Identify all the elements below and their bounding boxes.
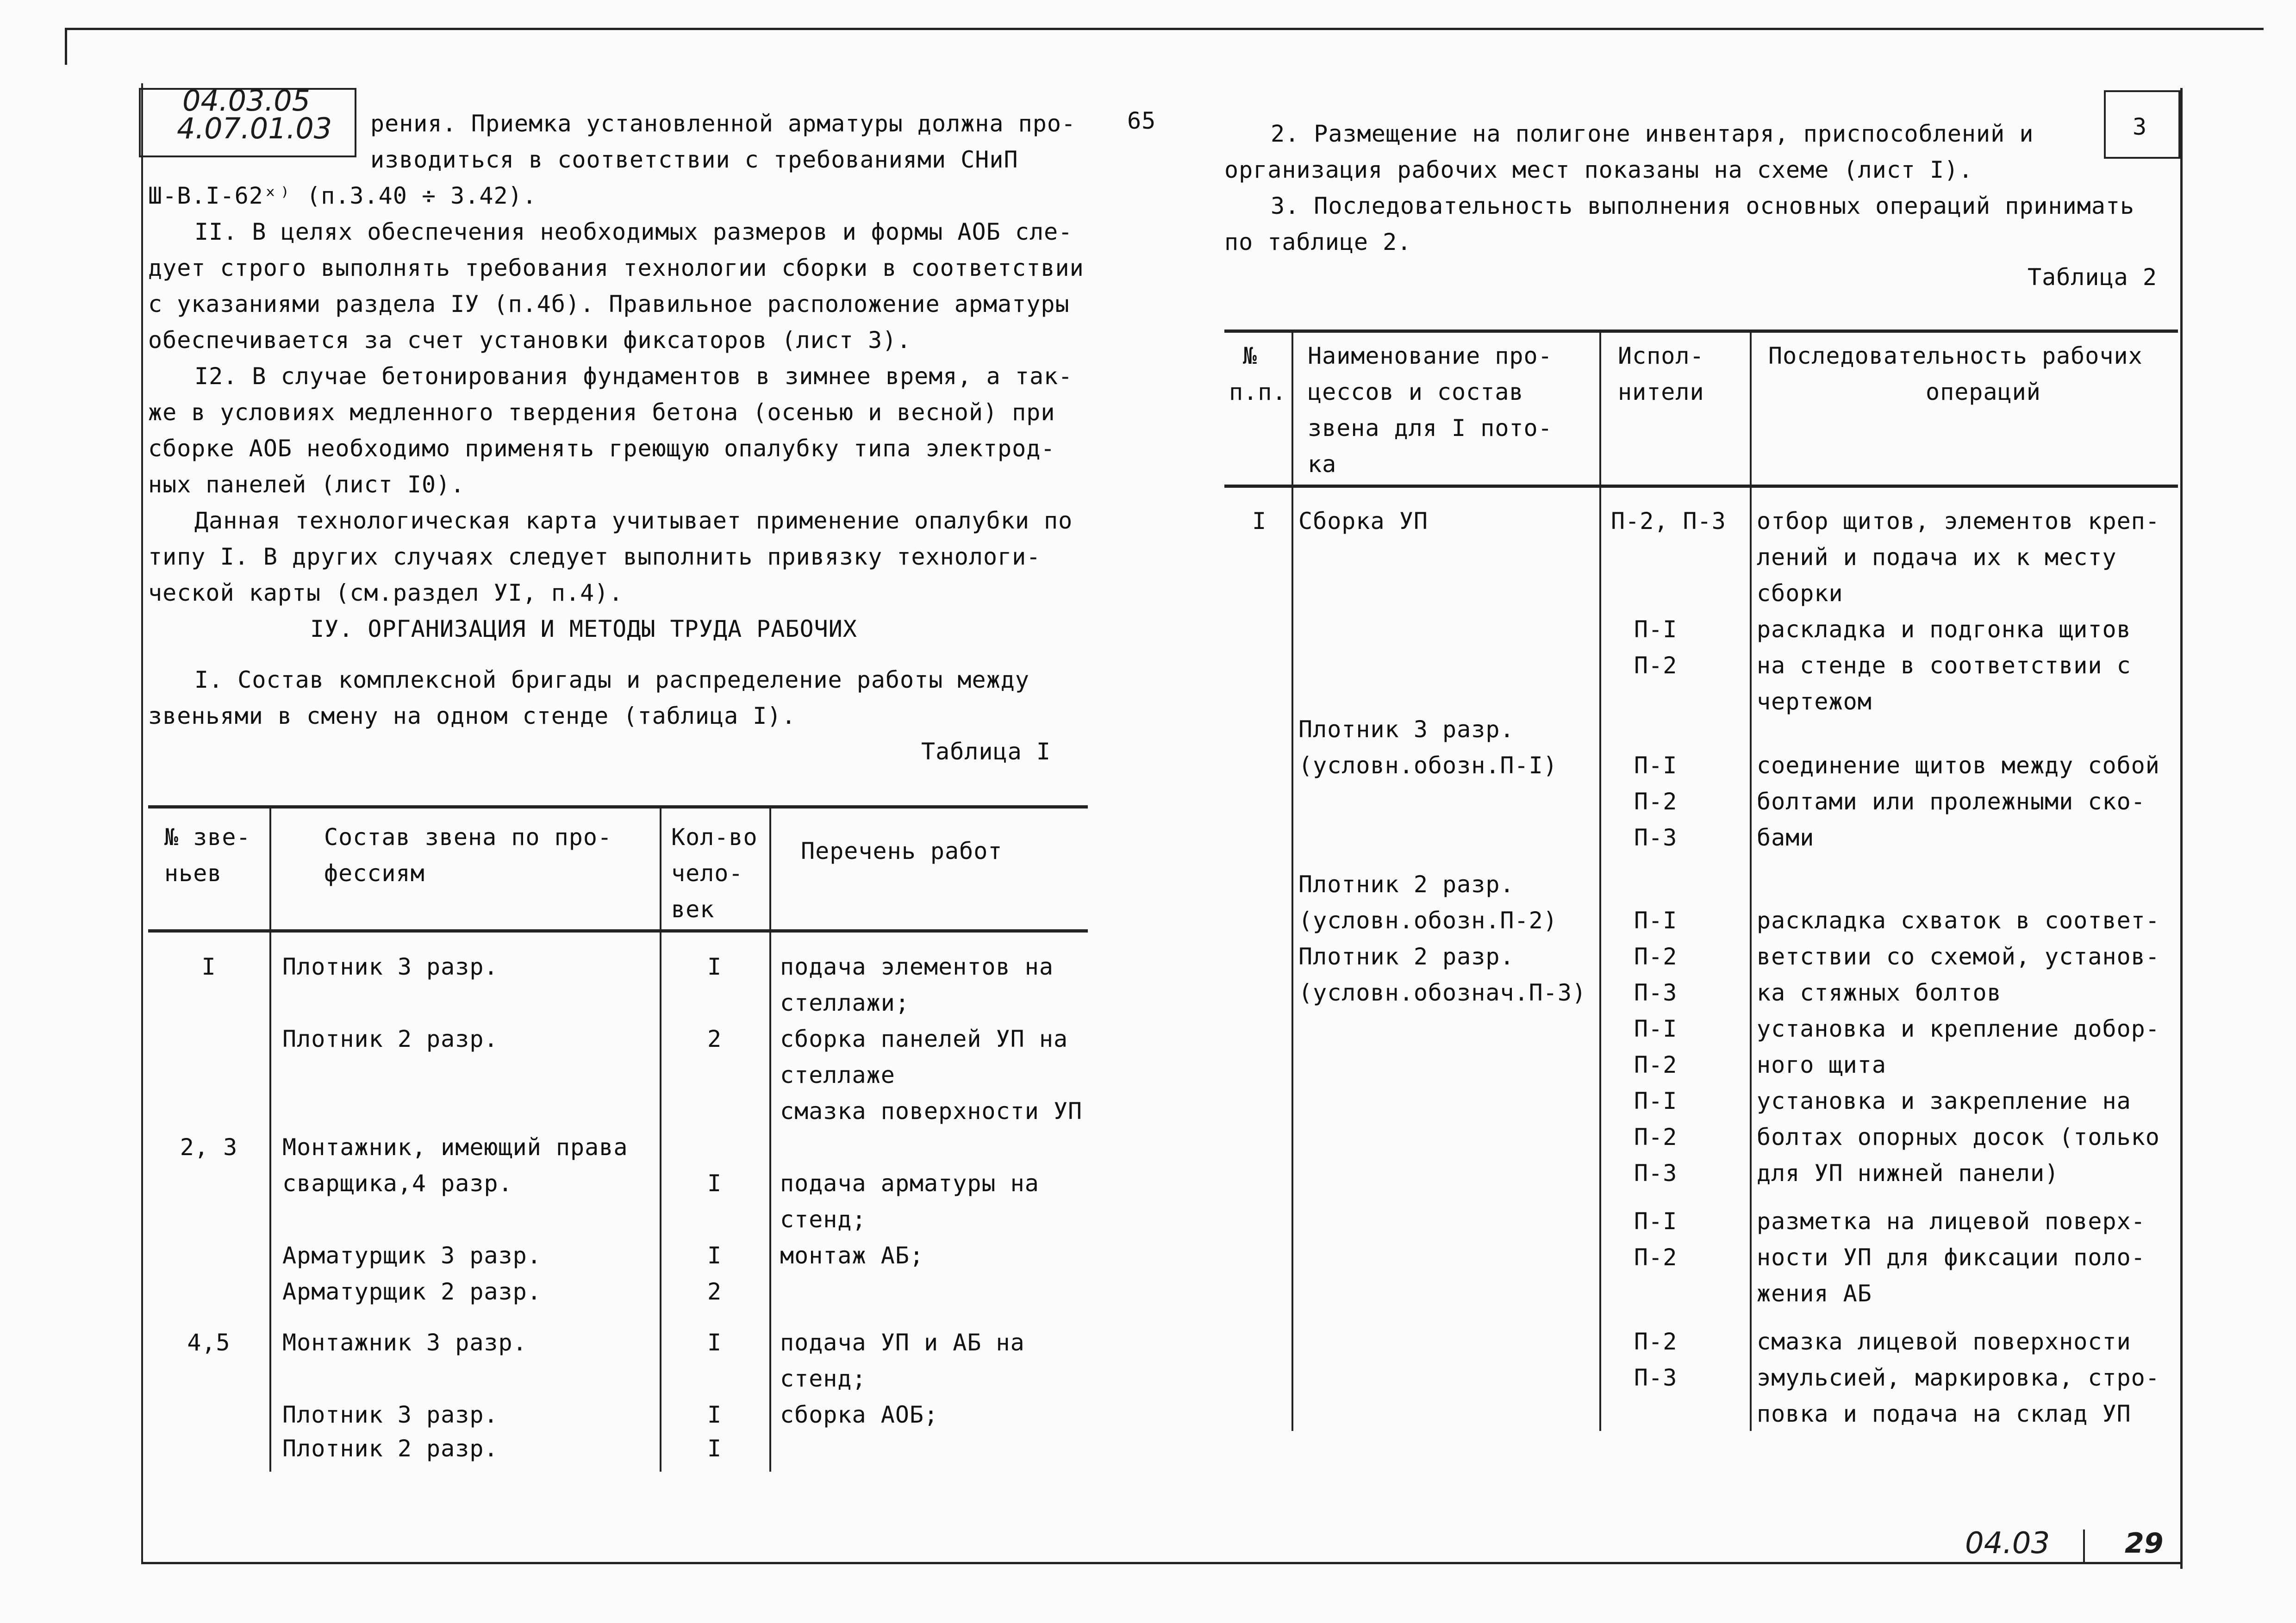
table2-executor: П-2 [1634, 943, 1678, 970]
table2-executor: П-3 [1634, 979, 1678, 1006]
table1-row5-comp: Монтажник 3 разр. [282, 1329, 527, 1356]
table2 [1224, 330, 2178, 1440]
table2-header-process: Наименование про- цессов и состав звена для I пото- ка [1308, 342, 1553, 478]
table2-operation-line: ветствии со схемой, установ- [1757, 943, 2160, 970]
table2-operation-line: лений и подача их к месту [1757, 544, 2117, 571]
table2-operation-line: повка и подача на склад УП [1757, 1400, 2131, 1427]
table2-operation-line: смазка лицевой поверхности [1757, 1328, 2131, 1355]
table1-row5-qty: I [707, 1329, 722, 1356]
table1-row1-work: подача элементов на стеллажи; [780, 953, 1054, 1016]
bottom-stamp-divider [2083, 1530, 2085, 1564]
frame-bottom-line [141, 1562, 2183, 1564]
table2-operation-line: установка и крепление добор- [1757, 1015, 2160, 1042]
table1-row6-comp: Плотник 3 разр. Плотник 2 разр. [282, 1401, 499, 1462]
table2-executor: П-2 [1634, 788, 1678, 815]
table1-col-divider-1 [269, 805, 271, 1472]
table1-row5-no: 4,5 [187, 1329, 231, 1356]
page-number: 65 [1127, 107, 1156, 134]
table2-executor: П-3 [1634, 824, 1678, 851]
table2-executor: П-I [1634, 752, 1678, 779]
table1-row6-qty: I I [707, 1401, 722, 1462]
table1-caption: Таблица I [921, 738, 1051, 765]
table2-operation-line: ка стяжных болтов [1757, 979, 2002, 1006]
stamp-code-1: 04.03.05 [182, 84, 311, 118]
table2-operations [1224, 503, 2178, 1429]
table2-caption: Таблица 2 [2028, 264, 2157, 291]
table2-executor: П-2 [1634, 1124, 1678, 1150]
bottom-number: 29 [2125, 1527, 2164, 1560]
table2-executor: П-I [1634, 907, 1678, 934]
table2-operation-line: соединение щитов между собой [1757, 752, 2160, 779]
table2-operation-line: ного щита [1757, 1051, 1886, 1078]
table2-executor: П-2 [1634, 1051, 1678, 1078]
frame-left-line [141, 83, 143, 1564]
frame-left-tick [65, 28, 67, 65]
table1-top-rule [148, 805, 1088, 808]
table2-executor: П-3 [1634, 1364, 1678, 1391]
section-paragraph: I. Состав комплексной бригады и распределение работы между звеньями в смену на одном стенде (таблица I). [148, 666, 1029, 729]
left-paragraph-1: рения. Приемка установленной арматуры должна про- изводиться в соответствии с требованиями СНиП Ш-В.I-62ˣ⁾ (п.3.40 ÷ 3.42). [148, 110, 1076, 209]
table2-header-exec: Испол- нители [1618, 342, 1704, 405]
table2-operation-line: раскладка и подгонка щитов [1757, 616, 2131, 643]
table1 [148, 805, 1088, 1472]
table1-col-divider-3 [769, 805, 771, 1472]
frame-right-line [2180, 88, 2183, 1569]
table1-row2-comp: Плотник 2 разр. [282, 1026, 499, 1052]
table2-process-line: (условн.обозн.П-2) [1298, 907, 1558, 934]
table1-row4-comp: Арматурщик 3 разр. Арматурщик 2 разр. [282, 1242, 542, 1305]
table2-operation-line: сборки [1757, 580, 1843, 607]
table2-header-ops: Последовательность рабочих операций [1768, 342, 2143, 405]
right-paragraph-1: 2. Размещение на полигоне инвентаря, приспособлений и организация рабочих мест показаны на схеме (лист I). [1224, 120, 2034, 183]
table1-row3-no: 2, 3 [180, 1134, 238, 1161]
table2-operation-line: на стенде в соответствии с [1757, 652, 2131, 679]
left-paragraph-2: II. В целях обеспечения необходимых размеров и формы АОБ сле- дует строго выполнять требования технологии сборки в соответствии с указаниями раздела IУ (п.4б). Правильное расположение арматуры обеспечивается за счет установки фиксаторов (лист 3). [148, 218, 1084, 354]
table2-operation-line: для УП нижней панели) [1757, 1160, 2059, 1187]
table1-row3-work: подача арматуры на стенд; [780, 1170, 1039, 1233]
table2-operation-line: отбор щитов, элементов креп- [1757, 508, 2160, 535]
table2-operation-line: болтами или пролежными ско- [1757, 788, 2146, 815]
table2-header-rule [1224, 485, 2178, 488]
table1-row1-comp: Плотник 3 разр. [282, 953, 499, 980]
section-heading: IУ. ОРГАНИЗАЦИЯ И МЕТОДЫ ТРУДА РАБОЧИХ [310, 616, 857, 642]
table2-operation-line: раскладка схваток в соответ- [1757, 907, 2160, 934]
table2-top-rule [1224, 330, 2178, 333]
table2-executor: П-2, П-3 [1611, 508, 1726, 535]
table2-process-line: Плотник 3 разр. [1298, 716, 1515, 743]
table1-row3-comp: Монтажник, имеющий права сварщика,4 разр. [282, 1134, 628, 1197]
table2-operation-line: чертежом [1757, 688, 1872, 715]
stamp-code-2: 4.07.01.03 [177, 112, 332, 145]
bottom-code: 04.03 [1965, 1526, 2050, 1561]
table2-process-line: Плотник 2 разр. [1298, 943, 1515, 970]
table2-executor: П-I [1634, 1015, 1678, 1042]
table2-process-line: (условн.обозн.П-I) [1298, 752, 1558, 779]
table1-row6-work: сборка АОБ; [780, 1401, 939, 1428]
table2-operation-line: ности УП для фиксации поло- [1757, 1244, 2146, 1271]
table2-executor: П-I [1634, 616, 1678, 643]
table2-executor: П-2 [1634, 1328, 1678, 1355]
table1-row1-qty: I [707, 953, 722, 980]
table2-executor: П-3 [1634, 1160, 1678, 1187]
table1-row2-qty: 2 [707, 1026, 722, 1052]
table2-operation-line: разметка на лицевой поверх- [1757, 1208, 2146, 1235]
table1-row4-qty: I 2 [707, 1242, 722, 1305]
table2-operation-line: установка и закрепление на [1757, 1088, 2131, 1114]
table1-header-qty: Кол-во чело- век [671, 824, 758, 923]
table2-process-line: Сборка УП [1298, 508, 1428, 535]
table2-executor: П-I [1634, 1208, 1678, 1235]
table2-executor: П-I [1634, 1088, 1678, 1114]
table1-header-composition: Состав звена по про- фессиям [324, 824, 612, 887]
table1-row1-no: I [201, 953, 216, 980]
table1-row2-work: сборка панелей УП на стеллаже смазка поверхности УП [780, 1026, 1083, 1125]
table1-row3-qty: I [707, 1170, 722, 1197]
left-paragraph-3: I2. В случае бетонирования фундаментов в зимнее время, а так- же в условиях медленного твердения бетона (осенью и весной) при сборке АОБ необходимо применять греющую опалубку типа электрод- ных панелей (лист I0). [148, 363, 1073, 498]
right-paragraph-2: 3. Последовательность выполнения основных операций принимать по таблице 2. [1224, 193, 2135, 255]
table1-row5-work: подача УП и АБ на стенд; [780, 1329, 1025, 1392]
left-paragraph-4: Данная технологическая карта учитывает применение опалубки по типу I. В других случаях следует выполнить привязку технологи- ческой карты (см.раздел УI, п.4). [148, 507, 1073, 606]
table1-row4-work: монтаж АБ; [780, 1242, 924, 1269]
table2-header-no: № п.п. [1229, 342, 1287, 405]
table2-process-line: Плотник 2 разр. [1298, 871, 1515, 898]
table2-operation-line: болтах опорных досок (только [1757, 1124, 2160, 1150]
table2-executor: П-2 [1634, 1244, 1678, 1271]
table2-process-line: (условн.обознач.П-3) [1298, 979, 1587, 1006]
table1-header-rule [148, 929, 1088, 933]
table1-header-work: Перечень работ [801, 838, 1003, 864]
sheet-number: 3 [2133, 113, 2147, 140]
frame-top-line [65, 28, 2264, 30]
table2-operation-line: эмульсией, маркировка, стро- [1757, 1364, 2160, 1391]
table2-executor: П-2 [1634, 652, 1678, 679]
table2-operation-line: бами [1757, 824, 1815, 851]
sheet-number-box [2104, 90, 2180, 159]
table2-row-no: I [1252, 508, 1267, 535]
table1-header-no: № зве- ньев [164, 824, 251, 887]
table2-operation-line: жения АБ [1757, 1280, 1872, 1307]
